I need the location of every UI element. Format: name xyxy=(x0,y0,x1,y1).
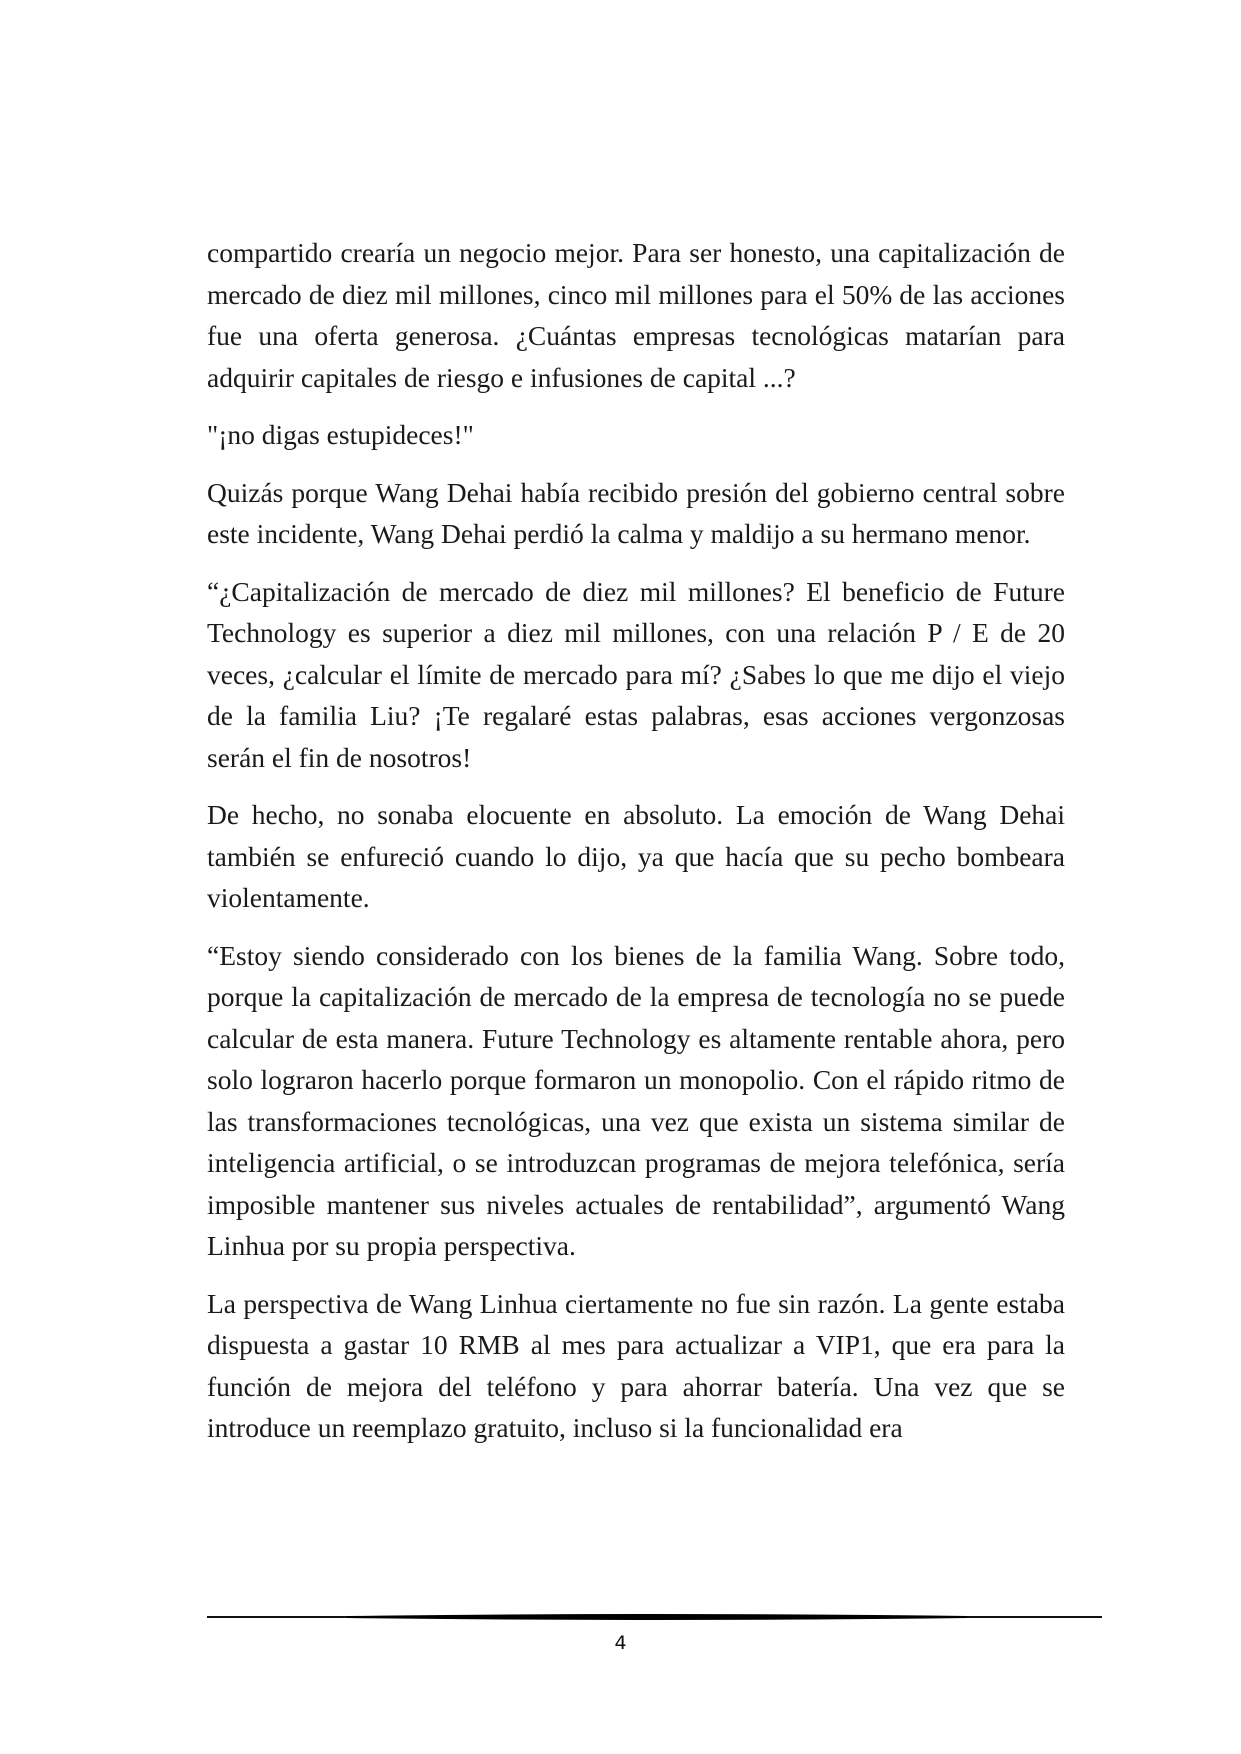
paragraph: De hecho, no sonaba elocuente en absoluto. La emoción de Wang Dehai también se enfureció cuando lo dijo, ya que hacía que su pecho bombeara violentamente. xyxy=(207,799,1065,913)
body-text xyxy=(207,232,1065,1465)
paragraph: Quizás porque Wang Dehai había recibido presión del gobierno central sobre este incidente, Wang Dehai perdió la calma y maldijo a su hermano menor. xyxy=(207,476,1065,549)
paragraph: “¿Capitalización de mercado de diez mil millones? El beneficio de Future Technology es superior a diez mil millones, con una relación P / E de 20 veces, ¿calcular el límite de mercado para mí? ¿Sabes lo que me dijo el viejo de la familia Liu? ¡Te regalaré estas palabras, esas acciones vergonzosas serán el fin de nosotros! xyxy=(207,575,1065,773)
footer-rule xyxy=(207,1611,1102,1623)
paragraph: compartido crearía un negocio mejor. Para ser honesto, una capitalización de mercado de diez mil millones, cinco mil millones para el 50% de las acciones fue una oferta generosa. ¿Cuántas empresas tecnológicas matarían para adquirir capitales de riesgo e infusiones de capital ...? xyxy=(207,237,1065,393)
paragraph: "¡no digas estupideces!" xyxy=(207,419,474,450)
paragraph: “Estoy siendo considerado con los bienes de la familia Wang. Sobre todo, porque la capitalización de mercado de la empresa de tecnología no se puede calcular de esta manera. Future Technology es altamente rentable ahora, pero solo lograron hacerlo porque formaron un monopolio. Con el rápido ritmo de las transformaciones tecnológicas, una vez que exista un sistema similar de inteligencia artificial, o se introduzcan programas de mejora telefónica, sería imposible mantener sus niveles actuales de rentabilidad”, argumentó Wang Linhua por su propia perspectiva. xyxy=(207,939,1065,1261)
paragraph: La perspectiva de Wang Linhua ciertamente no fue sin razón. La gente estaba dispuesta a gastar 10 RMB al mes para actualizar a VIP1, que era para la función de mejora del teléfono y para ahorrar batería. Una vez que se introduce un reemplazo gratuito, incluso si la funcionalidad era xyxy=(207,1287,1065,1443)
page-number: 4 xyxy=(614,1632,627,1654)
